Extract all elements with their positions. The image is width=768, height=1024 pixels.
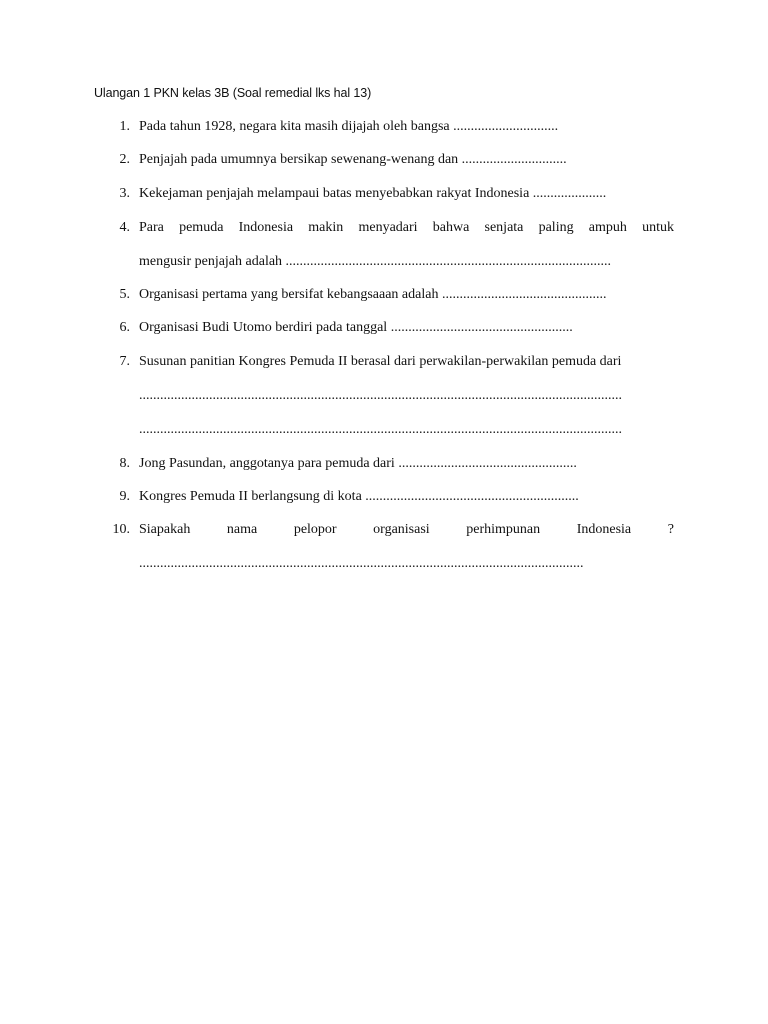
question-number: 6. bbox=[119, 320, 130, 335]
question-word: menyadari bbox=[358, 220, 418, 235]
question-word: bahwa bbox=[432, 220, 470, 235]
answer-dotted-line: ............................................................................................................................... bbox=[139, 556, 584, 571]
question-text: Kongres Pemuda II berlangsung di kota ............................................................. bbox=[139, 489, 579, 504]
question-word: organisasi bbox=[373, 522, 430, 537]
question-number: 2. bbox=[119, 152, 130, 167]
question-number: 7. bbox=[119, 354, 130, 369]
question-text: Kekejaman penjajah melampaui batas menyebabkan rakyat Indonesia ..................... bbox=[139, 186, 607, 201]
question-number: 8. bbox=[119, 456, 130, 471]
question-text-justified bbox=[139, 522, 674, 538]
question-text: Penjajah pada umumnya bersikap sewenang-wenang dan .............................. bbox=[139, 152, 567, 167]
question-number: 9. bbox=[119, 489, 130, 504]
question-word: senjata bbox=[484, 220, 524, 235]
question-word: paling bbox=[538, 220, 574, 235]
question-word: pemuda bbox=[179, 220, 224, 235]
question-word: nama bbox=[226, 522, 258, 537]
question-number: 5. bbox=[119, 287, 130, 302]
document-title: Ulangan 1 PKN kelas 3B (Soal remedial lks hal 13) bbox=[94, 86, 372, 100]
question-text: Organisasi Budi Utomo berdiri pada tanggal .................................................... bbox=[139, 320, 573, 335]
question-text: Jong Pasundan, anggotanya para pemuda dari ................................................... bbox=[139, 456, 577, 471]
question-word: Siapakah bbox=[139, 522, 191, 537]
answer-dotted-line: .......................................................................................................................................... bbox=[139, 422, 622, 437]
question-word: pelopor bbox=[293, 522, 337, 537]
question-text-justified bbox=[139, 220, 674, 236]
question-word: perhimpunan bbox=[466, 522, 541, 537]
question-text: Susunan panitian Kongres Pemuda II berasal dari perwakilan-perwakilan pemuda dari bbox=[139, 354, 622, 369]
question-word: Indonesia bbox=[576, 522, 632, 537]
question-word: Indonesia bbox=[238, 220, 294, 235]
question-number: 1. bbox=[119, 119, 130, 134]
answer-dotted-line: .......................................................................................................................................... bbox=[139, 388, 622, 403]
question-number: 10. bbox=[112, 522, 130, 537]
question-word: ? bbox=[667, 522, 674, 537]
question-number: 3. bbox=[119, 186, 130, 201]
question-word: Para bbox=[139, 220, 164, 235]
question-continuation: mengusir penjajah adalah ............................................................................................. bbox=[139, 254, 612, 269]
question-text: Organisasi pertama yang bersifat kebangsaaan adalah ............................................... bbox=[139, 287, 607, 302]
question-text: Pada tahun 1928, negara kita masih dijajah oleh bangsa .............................. bbox=[139, 119, 559, 134]
question-number: 4. bbox=[119, 220, 130, 235]
question-word: ampuh bbox=[588, 220, 627, 235]
question-word: untuk bbox=[642, 220, 674, 235]
question-word: makin bbox=[308, 220, 344, 235]
